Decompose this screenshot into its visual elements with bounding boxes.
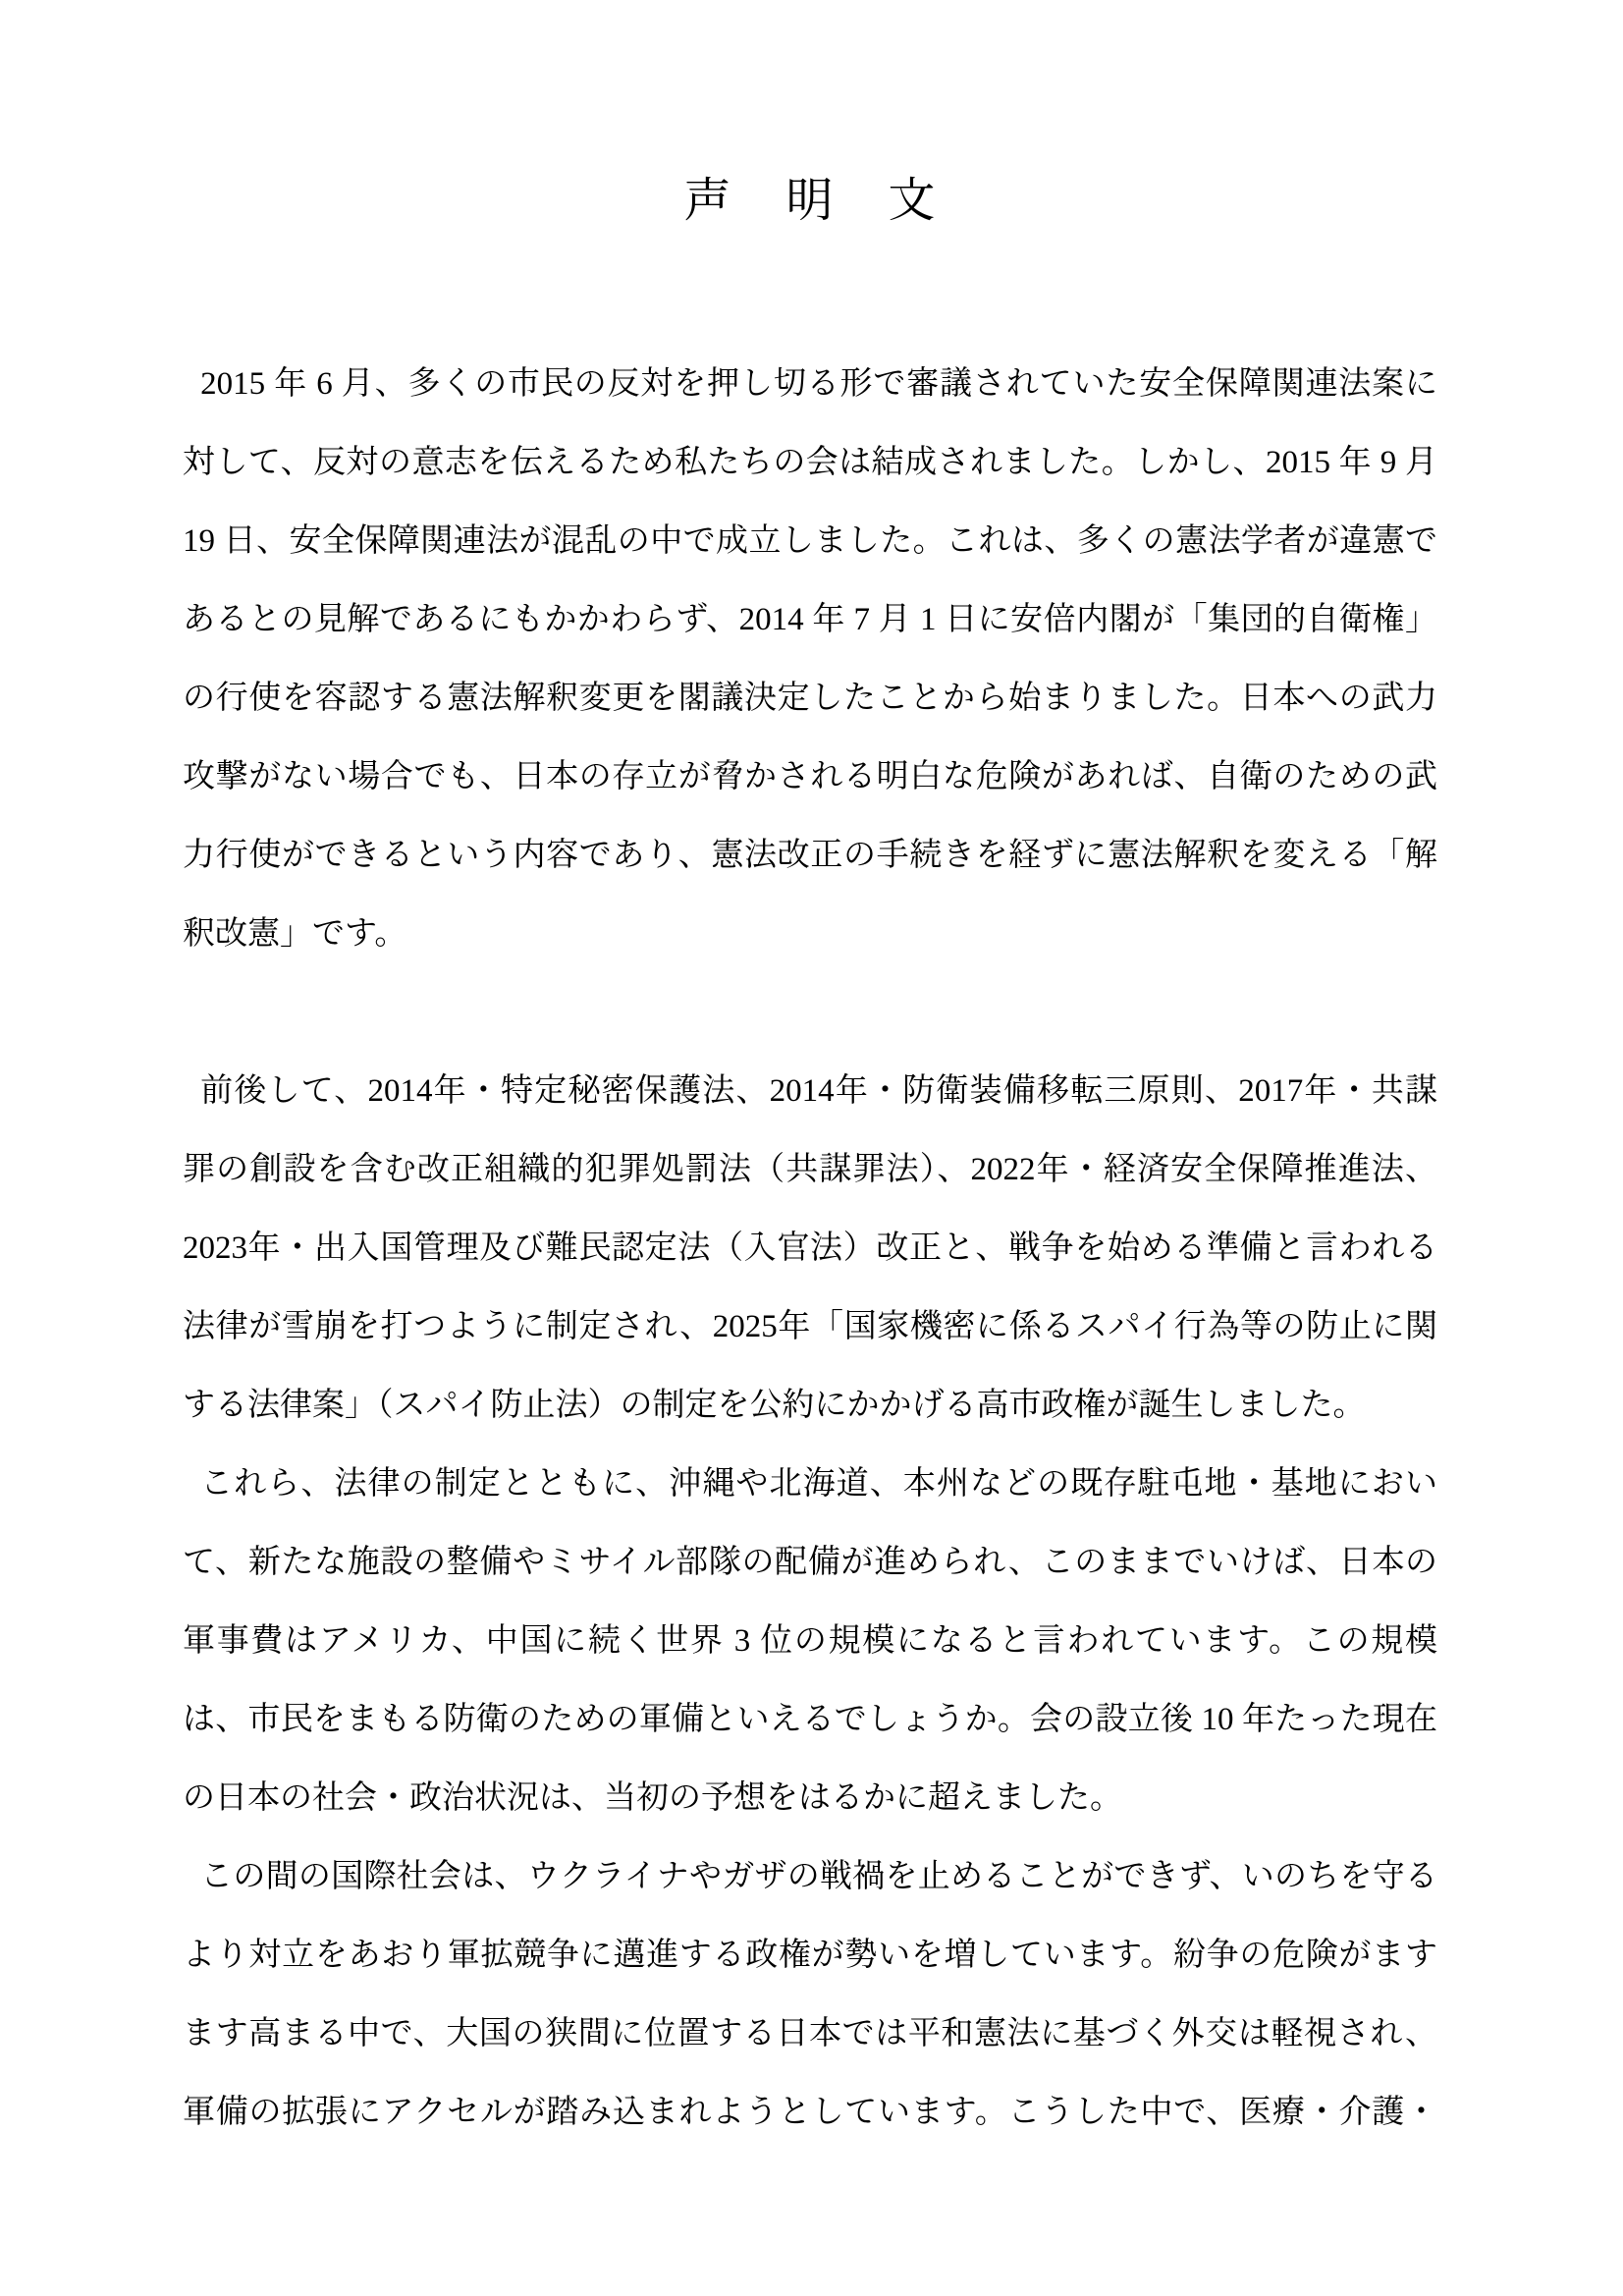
text-line: する法律案」（スパイ防止法）の制定を公約にかかげる高市政権が誕生しました。	[183, 1388, 1366, 1423]
text-line: 軍事費はアメリカ、中国に続く世界 3 位の規模になると言われています。この規模	[183, 1623, 1437, 1659]
text-line: 軍備の拡張にアクセルが踏み込まれようとしています。こうした中で、医療・介護・	[183, 2095, 1437, 2130]
text-line: 2015 年 6 月、多くの市民の反対を押し切る形で審議されていた安全保障関連法案に	[200, 366, 1437, 402]
text-line: この間の国際社会は、ウクライナやガザの戦禍を止めることができず、いのちを守る	[200, 1859, 1437, 1894]
text-line: 力行使ができるという内容であり、憲法改正の手続きを経ずに憲法解釈を変える「解	[183, 838, 1438, 873]
text-line: これら、法律の制定とともに、沖縄や北海道、本州などの既存駐屯地・基地におい	[200, 1466, 1437, 1502]
paragraph-4	[183, 1837, 1437, 2152]
paragraph-1	[183, 345, 1437, 973]
text-line: 2023年・出入国管理及び難民認定法（入官法）改正と、戦争を始める準備と言われる	[183, 1230, 1437, 1266]
text-line: の日本の社会・政治状況は、当初の予想をはるかに超えました。	[183, 1780, 1122, 1816]
document-title: 声 明 文	[683, 175, 940, 227]
paragraph-3	[183, 1445, 1437, 1837]
text-line: の行使を容認する憲法解釈変更を閣議決定したことから始まりました。日本への武力	[183, 681, 1437, 716]
text-line: より対立をあおり軍拡競争に邁進する政権が勢いを増しています。紛争の危険がます	[183, 1938, 1437, 1973]
text-line: て、新たな施設の整備やミサイル部隊の配備が進められ、このままでいけば、日本の	[183, 1545, 1437, 1580]
text-line: 前後して、2014年・特定秘密保護法、2014年・防衛装備移転三原則、2017年・共謀	[200, 1073, 1437, 1109]
text-line: は、市民をまもる防衛のための軍備といえるでしょうか。会の設立後 10 年たった現在	[183, 1702, 1437, 1737]
text-line: ます高まる中で、大国の狭間に位置する日本では平和憲法に基づく外交は軽視され、	[183, 2016, 1437, 2051]
text-line: 対して、反対の意志を伝えるため私たちの会は結成されました。しかし、2015 年 9 月	[183, 445, 1437, 480]
text-line: あるとの見解であるにもかかわらず、2014 年 7 月 1 日に安倍内閣が「集団的自衛権」	[183, 602, 1437, 637]
text-line: 法律が雪崩を打つように制定され、2025年「国家機密に係るスパイ行為等の防止に関	[183, 1309, 1437, 1344]
text-line: 罪の創設を含む改正組織的犯罪処罰法（共謀罪法）、2022年・経済安全保障推進法、	[183, 1152, 1437, 1187]
text-line: 19 日、安全保障関連法が混乱の中で成立しました。これは、多くの憲法学者が違憲で	[183, 523, 1437, 559]
text-line: 攻撃がない場合でも、日本の存立が脅かされる明白な危険があれば、自衛のための武	[183, 759, 1437, 794]
document-body	[183, 345, 1437, 2152]
paragraph-2	[183, 1052, 1437, 1445]
text-line: 釈改憲」です。	[183, 916, 407, 952]
